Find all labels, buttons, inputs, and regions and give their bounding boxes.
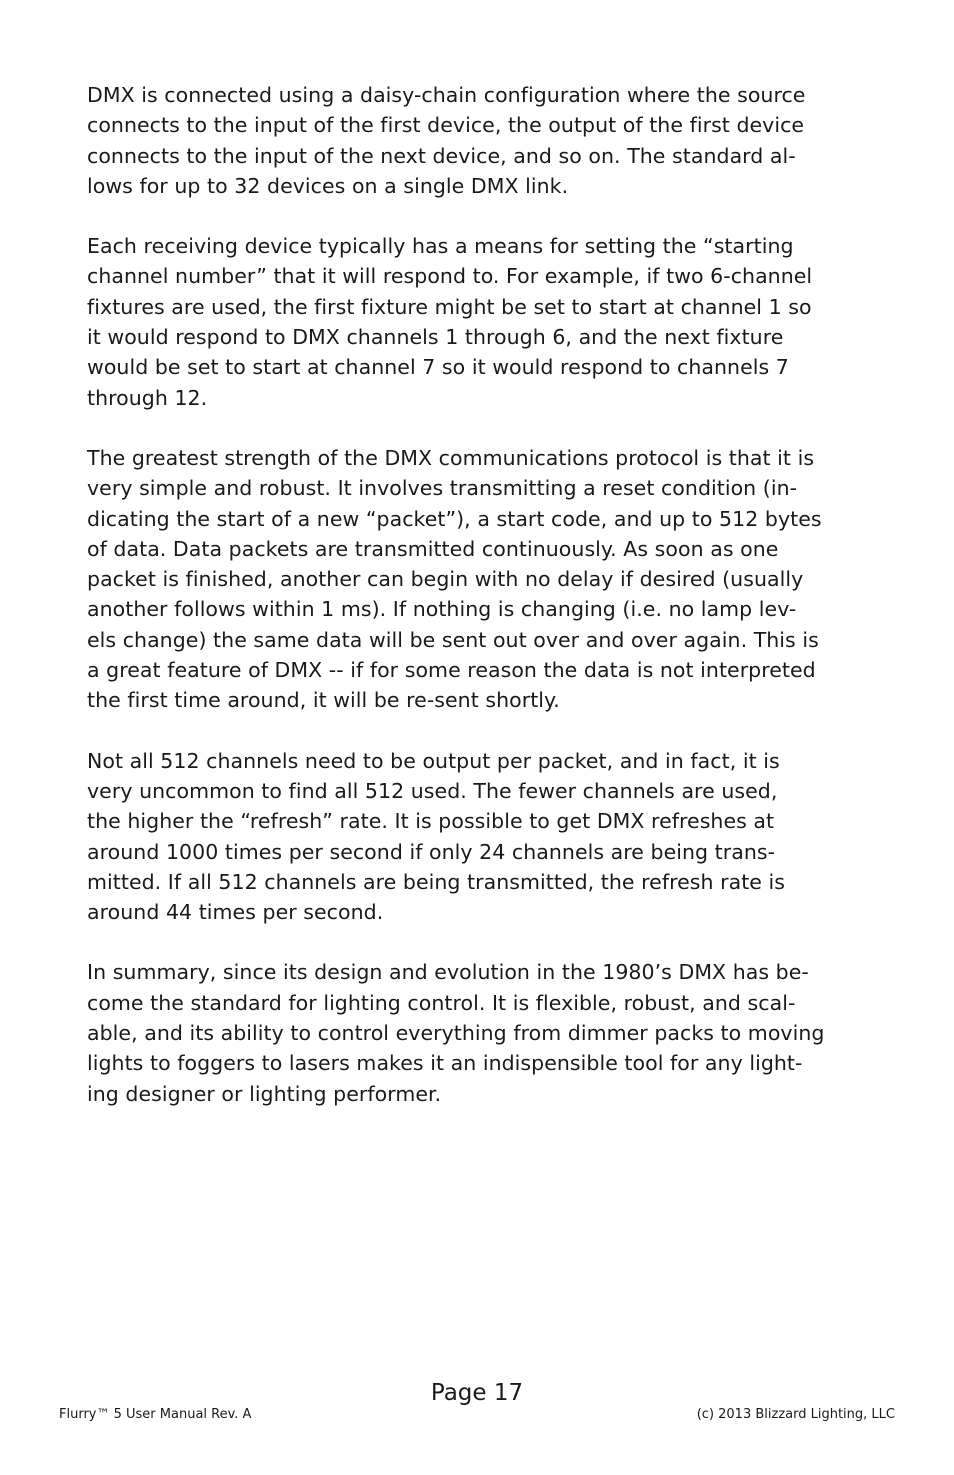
text-line: Each receiving device typically has a means for setting the “starting [87, 234, 794, 259]
text-line: a great feature of DMX -- if for some reason the data is not interpreted [87, 658, 816, 683]
paragraph-dmx-daisy-chain [87, 80, 877, 201]
text-line: ing designer or lighting performer. [87, 1081, 442, 1106]
text-line: mitted. If all 512 channels are being transmitted, the refresh rate is [87, 869, 785, 894]
text-line: dicating the start of a new “packet”), a start code, and up to 512 bytes [87, 506, 822, 531]
footer-manual-title: Flurry™ 5 User Manual Rev. A [59, 1407, 252, 1422]
text-line: around 44 times per second. [87, 900, 384, 925]
text-line: able, and its ability to control everything from dimmer packs to moving [87, 1021, 825, 1046]
text-line: fixtures are used, the first fixture might be set to start at channel 1 so [87, 294, 812, 319]
text-line: connects to the input of the first device, the output of the first device [87, 113, 805, 138]
text-line: would be set to start at channel 7 so it would respond to channels 7 [87, 355, 789, 380]
text-line: The greatest strength of the DMX communications protocol is that it is [87, 445, 815, 470]
text-line: it would respond to DMX channels 1 through 6, and the next fixture [87, 325, 784, 350]
text-line: packet is finished, another can begin with no delay if desired (usually [87, 567, 804, 592]
text-line: lows for up to 32 devices on a single DMX link. [87, 173, 569, 198]
paragraph-summary [87, 957, 877, 1108]
document-body [87, 80, 877, 1139]
text-line: DMX is connected using a daisy-chain configuration where the source [87, 83, 806, 107]
text-line: connects to the input of the next device, and so on. The standard al- [87, 143, 796, 168]
footer-copyright: (c) 2013 Blizzard Lighting, LLC [696, 1407, 895, 1422]
text-line: channel number” that it will respond to. For example, if two 6-channel [87, 264, 813, 289]
paragraph-refresh-rate [87, 746, 877, 928]
text-line: another follows within 1 ms). If nothing is changing (i.e. no lamp lev- [87, 597, 797, 622]
text-line: very uncommon to find all 512 used. The fewer channels are used, [87, 778, 778, 803]
text-line: lights to foggers to lasers makes it an indispensible tool for any light- [87, 1051, 803, 1076]
text-line: the higher the “refresh” rate. It is possible to get DMX refreshes at [87, 809, 775, 834]
text-line: In summary, since its design and evolution in the 1980’s DMX has be- [87, 960, 809, 985]
text-line: through 12. [87, 385, 208, 410]
page-number: Page 17 [430, 1380, 524, 1406]
text-line: the first time around, it will be re-sent shortly. [87, 688, 560, 713]
text-line: of data. Data packets are transmitted continuously. As soon as one [87, 536, 779, 561]
paragraph-protocol-strength [87, 443, 877, 716]
text-line: very simple and robust. It involves transmitting a reset condition (in- [87, 476, 798, 501]
text-line: Not all 512 channels need to be output per packet, and in fact, it is [87, 748, 780, 773]
paragraph-starting-channel [87, 231, 877, 413]
text-line: els change) the same data will be sent out over and over again. This is [87, 627, 819, 652]
text-line: around 1000 times per second if only 24 channels are being trans- [87, 839, 776, 864]
text-line: come the standard for lighting control. It is flexible, robust, and scal- [87, 990, 796, 1015]
